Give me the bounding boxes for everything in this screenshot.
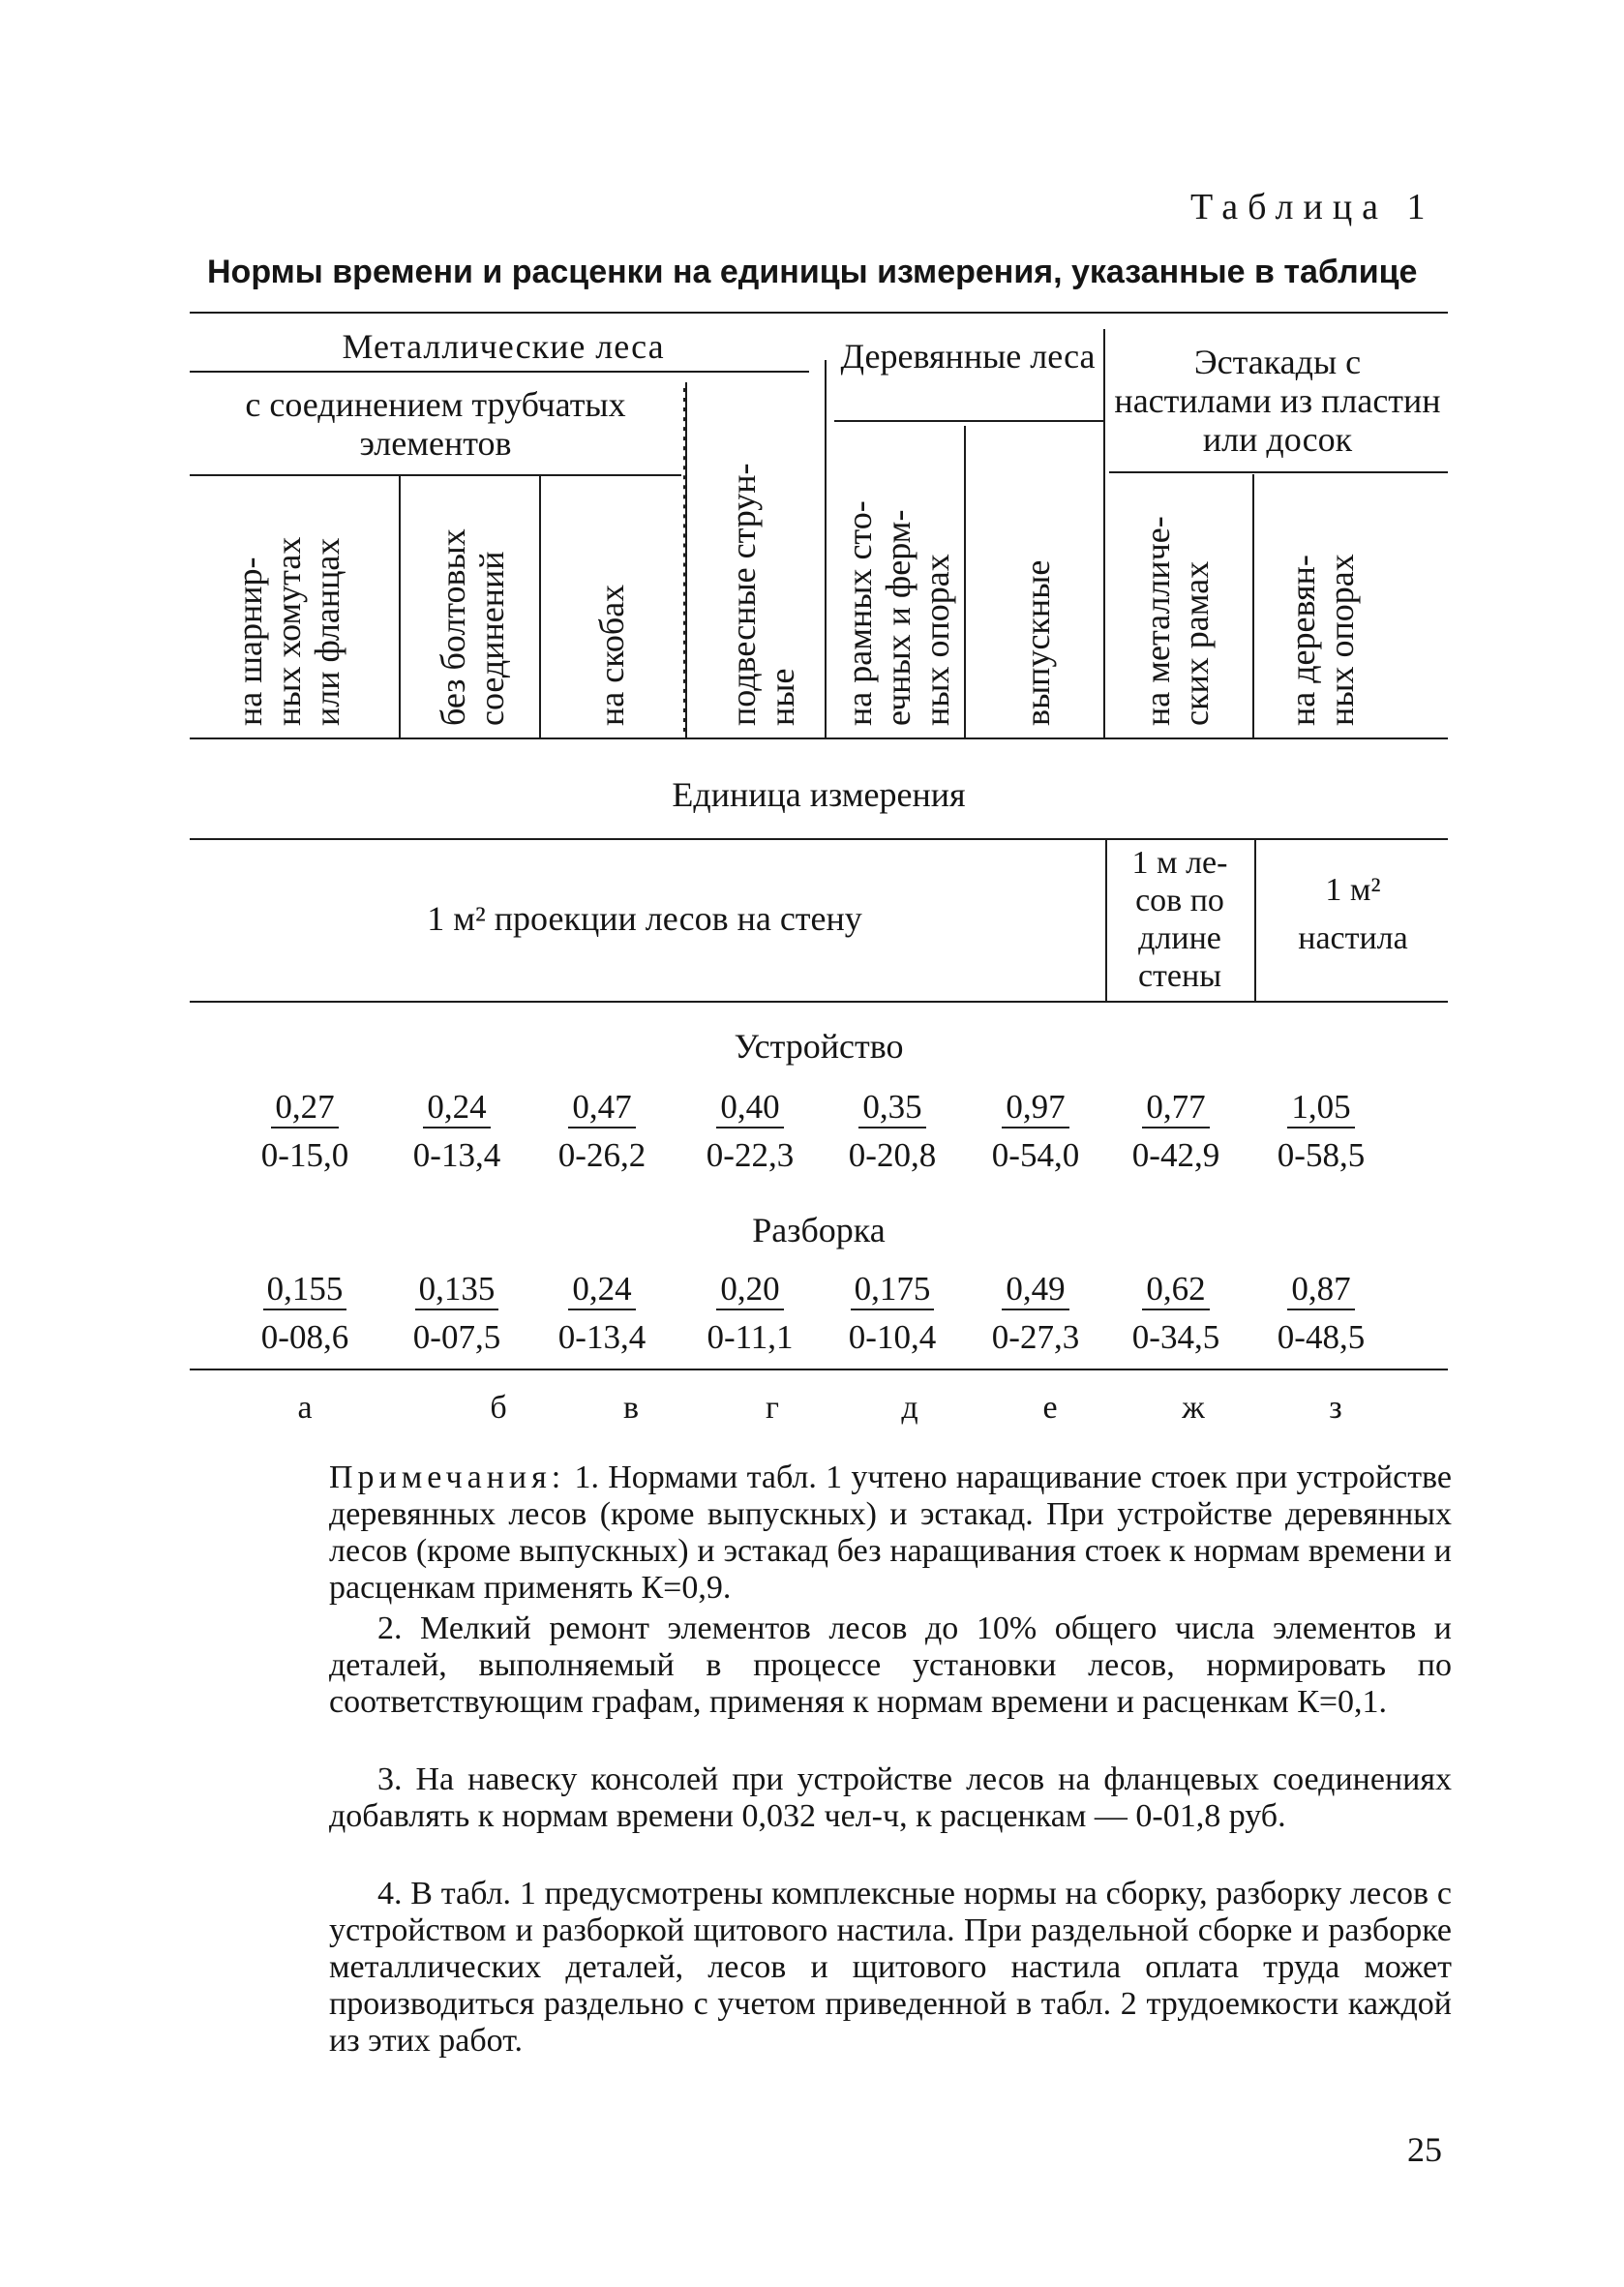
value-cell: $\frac{1,05}{0-58,5}$ [1277, 1088, 1366, 1174]
value-cell: $\frac{0,20}{0-11,1}$ [707, 1270, 794, 1356]
column-letter: б [490, 1390, 507, 1426]
column-header-b: без болтовых соединений [434, 528, 511, 726]
column-letter: д [901, 1390, 918, 1426]
column-header-d: подвесные струн- ные [724, 463, 801, 726]
value-cell: $\frac{0,40}{0-22,3}$ [706, 1088, 795, 1174]
unit-heading: Единица измерения [672, 775, 966, 814]
column-header-e: на рамных сто- ечных и ферм- ных опорах [840, 500, 956, 726]
page-number: 25 [1407, 2130, 1442, 2169]
column-letter: ж [1182, 1390, 1205, 1426]
column-header-f: выпускные [1018, 559, 1057, 726]
col-divider [1103, 329, 1105, 737]
value-cell: $\frac{0,49}{0-27,3}$ [991, 1270, 1080, 1356]
value-cell: $\frac{0,175}{0-10,4}$ [848, 1270, 937, 1356]
col-divider [399, 474, 401, 737]
column-letter: г [766, 1390, 779, 1426]
notes-heading: Примечания: [329, 1459, 566, 1495]
unit-divider [1105, 838, 1107, 1001]
value-cell: $\frac{0,24}{0-13,4}$ [557, 1270, 647, 1356]
col-divider [1252, 474, 1254, 737]
unit-projection: 1 м² проекции лесов на стену [427, 899, 862, 938]
section-title-install: Устройство [734, 1027, 904, 1066]
table-title: Нормы времени и расценки на единицы измерения, указанные в таблице [207, 254, 1418, 290]
note-2: 2. Мелкий ремонт элементов лесов до 10% общего числа элементов и деталей, выполняемый в процессе установки лесов, нормировать по соответствующим графам, применяя к нормам времени и расценкам К=0,1. [329, 1610, 1452, 1720]
table-label: Таблица 1 [1190, 187, 1435, 227]
column-letter: е [1042, 1390, 1058, 1426]
unit-top-rule [190, 838, 1448, 840]
group-metal: Металлические леса [342, 327, 665, 366]
unit-divider [1254, 838, 1256, 1001]
column-header-a: на шарнир- ных хомутах или фланцах [230, 536, 346, 726]
section-title-dismantle: Разборка [752, 1211, 886, 1249]
col-divider [964, 426, 966, 737]
unit-length: 1 м ле- сов по длине стены [1131, 845, 1228, 994]
table-top-rule [190, 312, 1448, 314]
col-divider [825, 360, 827, 737]
group-trestles: Эстакады с настилами из пластин или досок [1114, 343, 1441, 459]
unit-bottom-rule [190, 1001, 1448, 1003]
value-cell: $\frac{0,24}{0-13,4}$ [412, 1088, 501, 1174]
column-letter: а [297, 1390, 313, 1426]
value-cell: $\frac{0,62}{0-34,5}$ [1131, 1270, 1220, 1356]
table-bottom-rule [190, 1369, 1448, 1370]
header-bottom-rule [190, 737, 1448, 739]
column-letter: з [1329, 1390, 1342, 1426]
trestle-rule [1109, 471, 1448, 473]
value-cell: $\frac{0,77}{0-42,9}$ [1131, 1088, 1220, 1174]
col-divider [683, 382, 687, 737]
wooden-group-rule [834, 420, 1105, 422]
column-letter: в [622, 1390, 640, 1426]
value-cell: $\frac{0,35}{0-20,8}$ [848, 1088, 937, 1174]
tubular-rule [190, 474, 681, 476]
value-cell: $\frac{0,27}{0-15,0}$ [260, 1088, 349, 1174]
group-wooden: Деревянные леса [840, 337, 1096, 376]
note-1: Примечания: 1. Нормами табл. 1 учтено наращивание стоек при устройстве деревянных лесов (кроме выпускных) и эстакад. При устройстве деревянных лесов (кроме выпускных) и эстакад без наращивания стоек к нормам времени и расценкам применять К=0,9. [329, 1459, 1453, 1606]
column-header-g: на металличе- ских рамах [1138, 516, 1216, 726]
col-divider [539, 474, 541, 737]
column-header-h: на деревян- ных опорах [1283, 554, 1361, 726]
value-cell: $\frac{0,155}{0-08,6}$ [260, 1270, 349, 1356]
value-cell: $\frac{0,87}{0-48,5}$ [1277, 1270, 1366, 1356]
group-tubular: с соединением трубчатых элементов [245, 385, 626, 463]
value-cell: $\frac{0,135}{0-07,5}$ [412, 1270, 501, 1356]
note-4: 4. В табл. 1 предусмотрены комплексные нормы на сборку, разборку лесов с устройством и разборкой щитового настила. При раздельной сборке и разборке металлических деталей, лесов и щитового настила оплата труда может производиться раздельно с учетом приведенной в табл. 2 трудоемкости каждой из этих работ. [329, 1876, 1452, 2059]
unit-deck: 1 м² настила [1298, 872, 1408, 956]
value-cell: $\frac{0,47}{0-26,2}$ [557, 1088, 647, 1174]
column-header-c: на скобах [592, 584, 631, 726]
value-cell: $\frac{0,97}{0-54,0}$ [991, 1088, 1080, 1174]
note-3: 3. На навеску консолей при устройстве лесов на фланцевых соединениях добавлять к нормам времени 0,032 чел-ч, к расценкам — 0-01,8 руб. [329, 1761, 1452, 1834]
metal-group-rule [190, 371, 809, 373]
